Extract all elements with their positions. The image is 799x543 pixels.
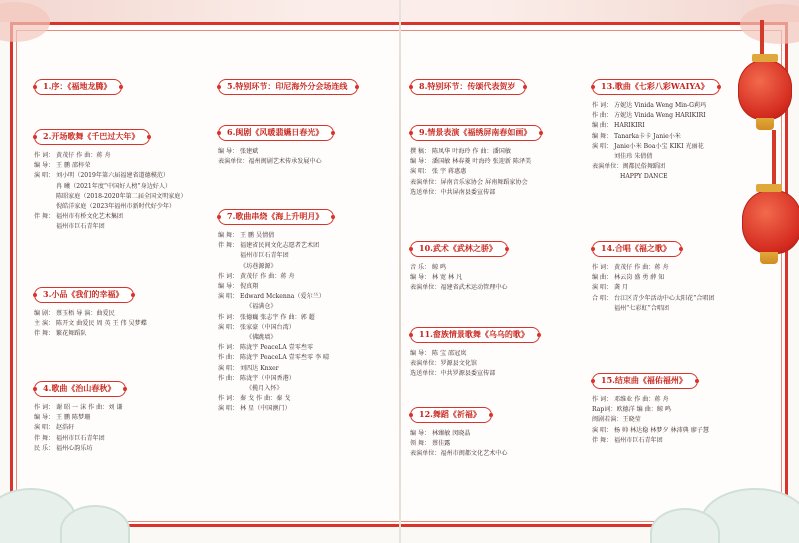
program-title: 14.合唱《福之歌》 [592, 241, 682, 257]
credit-names: 黄茂仔 作 曲：蒋 舟 [240, 272, 295, 280]
credit-line [592, 273, 715, 283]
credit-names: 邓维业 作 曲：蒋 舟 [614, 396, 669, 403]
credit-line [592, 294, 715, 304]
page-fold [399, 0, 401, 543]
credit-list [410, 349, 540, 380]
credit-role: 表演单位： [218, 158, 249, 166]
credit-names: 欧德洋 编 曲：鲸 鸣 [616, 406, 672, 414]
credit-line [592, 304, 715, 314]
program-item [218, 74, 358, 95]
credit-names: 赵浩轩 [56, 424, 75, 432]
credit-names: 《佛跳墙》 [246, 334, 277, 342]
program-item [592, 74, 720, 183]
credit-role: 编 剧： [34, 310, 55, 317]
credit-names: 陈凤华 叶海玲 作 曲：潘国敏 [432, 148, 511, 155]
credit-role: 编 导： [410, 430, 431, 437]
credit-role: 编 导： [218, 148, 239, 155]
credit-role: 编 导： [410, 350, 431, 357]
program-item [34, 124, 187, 233]
credit-line [410, 283, 508, 293]
credit-line [592, 142, 720, 152]
credit-line [410, 273, 508, 283]
program-title: 7.歌曲串烧《海上升明月》 [218, 209, 334, 225]
credit-names: 福州市巨石青年团 [240, 252, 289, 260]
credit-line [592, 283, 715, 293]
credit-line [218, 353, 334, 363]
credit-line [218, 313, 334, 323]
credit-list [410, 263, 508, 294]
credit-role: Rap词： [592, 406, 617, 414]
credit-role: 作 词： [34, 404, 55, 411]
credit-role: 作 词： [592, 102, 613, 109]
credit-names: 林 星（中国澳门） [240, 405, 291, 413]
credit-list [592, 395, 709, 446]
credit-names: 福建省武术运动管理中心 [440, 284, 508, 292]
credit-role: 编 曲： [592, 274, 613, 282]
credit-line [218, 333, 334, 343]
credit-names: 鲸 鸣 [432, 264, 447, 271]
credit-role: 演 唱： [592, 426, 613, 434]
credit-names: 方妮达 Vinida Weng Min-G莉玛 [614, 102, 707, 109]
credit-names: 谢 昭 一 沫 作 曲：刘 谦 [56, 404, 123, 411]
credit-line [410, 157, 542, 167]
credit-names: 王 鹏 邵梓荣 [56, 162, 91, 170]
credit-names: 张 宇 蒋惠惠 [432, 168, 467, 176]
credit-names: 繁花舞蹈队 [56, 330, 87, 338]
credit-names: 陈泷宇 PeaceLA 壹零叁零 [240, 344, 314, 352]
credit-role: 表演单位： [410, 178, 441, 186]
lantern-icon [742, 190, 799, 254]
credit-names: 蔡佳露 [432, 440, 451, 448]
credit-line [218, 251, 334, 261]
credit-line [592, 121, 720, 131]
credit-list [410, 429, 508, 460]
credit-line [218, 384, 334, 394]
credit-role: 编 曲： [592, 122, 613, 130]
credit-names: 潘国敏 林春菱 叶海玲 张迎新 陈泽美 [432, 158, 532, 166]
credit-line [410, 369, 540, 379]
credit-line [218, 343, 334, 353]
credit-list [410, 147, 542, 198]
credit-line [218, 292, 334, 302]
program-item [410, 402, 508, 460]
credit-line [410, 178, 542, 188]
program-item [592, 368, 709, 446]
credit-role: 作 词： [34, 152, 55, 159]
credit-names: 福建省民间文化志愿者艺术团 [240, 242, 320, 250]
credit-names: 张德巍 张志宇 作 曲：郭 超 [240, 313, 315, 321]
program-title: 11.畲族情景歌舞《乌乌的歌》 [410, 327, 540, 343]
credit-role: 作 曲： [218, 354, 239, 362]
credit-list [218, 231, 334, 415]
credit-names: Tanarka卡卡 Janie小米 [614, 132, 681, 140]
credit-role: 撰 稿： [410, 148, 431, 155]
credit-names: 福州市有桥文化艺术集团 [56, 213, 124, 221]
credit-names: 福州心韵乐坊 [56, 444, 93, 452]
credit-names: 倪皓洋家庭（2023年福州市新时代好少年） [56, 203, 176, 211]
credit-line [410, 449, 508, 459]
credit-line [34, 403, 126, 413]
credit-names: 倪真翔 [240, 283, 259, 291]
credit-names: 林臻敏 闵晓晶 [432, 430, 471, 437]
credit-role: 作 词： [592, 264, 613, 271]
credit-names: 《福满仓》 [246, 303, 277, 311]
credit-role: 演 唱： [34, 424, 55, 432]
credit-line [34, 182, 187, 192]
credit-line [592, 132, 720, 142]
credit-names: 《坊巷源源》 [240, 262, 277, 270]
credit-line [34, 309, 147, 319]
credit-names: Edward Mckenna（爱尔兰） [240, 293, 325, 301]
credit-names: 龚 月 [614, 284, 629, 292]
credit-names: 中共屏南县委宣传部 [440, 188, 496, 196]
program-item [410, 322, 540, 380]
program-item [410, 120, 542, 198]
credit-role: 演 唱： [218, 405, 239, 413]
credit-names: 陈 宝 邵冠岚 [432, 350, 467, 357]
credit-line [34, 434, 126, 444]
credit-line [410, 188, 542, 198]
credit-list [218, 147, 334, 167]
credit-line [410, 167, 542, 177]
credit-list [592, 263, 715, 314]
credit-line [218, 282, 334, 292]
credit-role: 伴 舞： [34, 434, 55, 442]
credit-list [34, 403, 126, 454]
credit-names: HAPPY DANCE [620, 173, 668, 181]
credit-names: 陈泷宇 PeaceLA 壹零叁零 李 晴 [240, 354, 330, 362]
credit-names: 黄茂仔 作 曲：蒋 舟 [614, 264, 669, 271]
credit-line [592, 405, 709, 415]
credit-line [34, 444, 126, 454]
credit-names: 林云岗 盛 勇 薛 知 [614, 274, 665, 282]
credit-list [34, 151, 187, 233]
credit-line [34, 161, 187, 171]
credit-names: 秦 戈 作 曲：秦 戈 [240, 395, 291, 403]
credit-names: 台江区青少年活动中心太阳花”合唱团 [614, 294, 715, 302]
credit-line [218, 302, 334, 312]
credit-line [218, 364, 334, 374]
program-item [218, 120, 334, 167]
credit-line [34, 329, 147, 339]
credit-line [592, 263, 715, 273]
program-title: 12.舞蹈《祈福》 [410, 407, 492, 423]
program-item [592, 236, 715, 314]
credit-line [34, 319, 147, 329]
credit-role: 作 词： [218, 313, 239, 321]
program-title: 15.结束曲《福佑福州》 [592, 373, 698, 389]
credit-role: 民 乐： [34, 444, 55, 452]
credit-line [592, 101, 720, 111]
credit-line [34, 202, 187, 212]
credit-role: 表演单位： [592, 163, 623, 171]
program-title: 2.开场歌舞《千巴过大年》 [34, 129, 150, 145]
credit-names: 刘小明（2019年第六届福建省道德模范） [56, 172, 170, 180]
credit-line [218, 241, 334, 251]
credit-names: 屏南音乐家协会 屏南舞蹈家协会 [440, 178, 528, 186]
credit-names: 福州市闽都文化艺术中心 [440, 450, 508, 458]
credit-line [410, 349, 540, 359]
credit-names: 福州“七彩虹”合唱团 [614, 304, 669, 312]
credit-names: 林 宽 林 凡 [432, 274, 463, 282]
credit-role: 主 演： [34, 320, 55, 328]
credit-role: 伴 舞： [34, 213, 55, 221]
credit-role: 作 词： [218, 395, 239, 403]
credit-role: 伴 舞： [34, 330, 55, 338]
credit-names: 陈开文 曲爱民 周 英 王 伟 吴梦蝶 [56, 320, 147, 328]
credit-line [592, 162, 720, 172]
credit-names: 闽都民俗舞蹈团 [622, 163, 666, 171]
credit-names: 黄茂仔 作 曲：蒋 舟 [56, 152, 111, 159]
credit-line [410, 147, 542, 157]
program-title: 13.歌曲《七彩八彩WAIYA》 [592, 79, 720, 95]
credit-role: 作 词： [218, 344, 239, 352]
credit-line [592, 152, 720, 162]
program-title: 10.武术《武林之骄》 [410, 241, 508, 257]
credit-line [218, 272, 334, 282]
credit-role: 表演单位： [410, 450, 441, 458]
credit-role: 编 导： [410, 158, 431, 166]
credit-role: 编 导： [410, 274, 431, 282]
credit-line [34, 212, 187, 222]
credit-names: 王 鹏 吴情倩 [240, 232, 275, 239]
credit-role: 演 唱： [592, 142, 613, 150]
credit-role: 演 唱： [218, 364, 239, 372]
credit-line [592, 415, 709, 425]
credit-role: 演 唱： [592, 284, 613, 292]
credit-names: 福州闽剧艺术传承发展中心 [248, 158, 322, 166]
credit-role: 伴 舞： [592, 436, 613, 444]
credit-role: 演 唱： [34, 172, 55, 180]
credit-line [218, 147, 334, 157]
credit-names: 福州市巨石青年团 [56, 223, 105, 231]
credit-names: 福州市巨石青年团 [614, 436, 663, 444]
credit-line [34, 222, 187, 232]
credit-names: Janie小米 Boa小宝 KIKI 光丽花 [614, 142, 704, 150]
credit-line [410, 429, 508, 439]
credit-role: 演 唱： [218, 323, 239, 331]
program-item [34, 282, 147, 340]
credit-names: 中共罗源县委宣传部 [440, 370, 496, 378]
credit-names: 蔡玉梧 导 演：曲爱民 [56, 310, 115, 317]
credit-role: 领 舞： [410, 440, 431, 448]
credit-role: 作 词： [592, 396, 613, 403]
credit-names: 王晓莹 [622, 416, 641, 424]
credit-names: 张建斌 [240, 148, 259, 155]
credit-names: 杨 帅 林达稳 林梦夕 林沛典 廖子慧 [614, 426, 709, 434]
lantern-icon [738, 60, 792, 120]
credit-names: 陈泷宇（中国香港） [240, 374, 295, 382]
credit-line [34, 423, 126, 433]
program-title: 1.序：《福地龙腾》 [34, 79, 122, 95]
credit-role: 编 导： [34, 414, 55, 422]
program-title: 9.情景表演《福绣屏南春如画》 [410, 125, 542, 141]
credit-line [410, 263, 508, 273]
credit-line [34, 413, 126, 423]
credit-names: 张家豪（中国台湾） [240, 323, 295, 331]
credit-role: 演 唱： [410, 168, 431, 176]
credit-names: 冉 曦（2021年度“中国好人榜”身边好人） [56, 182, 172, 190]
credit-role: 作 词： [218, 272, 239, 280]
credit-list [592, 101, 720, 183]
credit-line [218, 323, 334, 333]
credit-names: HARIKIRI [614, 122, 645, 130]
credit-line [218, 262, 334, 272]
credit-names: 罗源县文化馆 [440, 360, 478, 368]
credit-line [218, 231, 334, 241]
credit-line [592, 426, 709, 436]
credit-names: 刘四达 Knxer [240, 364, 279, 372]
credit-line [410, 359, 540, 369]
program-title: 8.特别环节：传颂代表贺岁 [410, 79, 526, 95]
credit-role: 音 乐： [410, 264, 431, 271]
program-title: 5.特别环节：印尼海外分会场连线 [218, 79, 358, 95]
credit-names: 陈昭家庭（2018-2020年第二届全国文明家庭） [56, 192, 187, 200]
program-title: 6.闽剧《风暖翡嬿日春光》 [218, 125, 334, 141]
credit-role: 表演单位： [410, 360, 441, 368]
credit-line [592, 172, 720, 182]
credit-line [34, 192, 187, 202]
credit-role: 伴 舞： [218, 242, 239, 250]
credit-line [218, 394, 334, 404]
credit-role: 作 曲： [218, 374, 239, 382]
credit-role: 选送单位： [410, 188, 441, 196]
program-item [410, 74, 526, 95]
credit-role: 选送单位： [410, 370, 441, 378]
credit-role: 编 导： [34, 162, 55, 170]
credit-list [34, 309, 147, 340]
credit-role: 作 曲： [592, 112, 613, 120]
credit-line [218, 404, 334, 414]
credit-line [218, 374, 334, 384]
credit-line [218, 157, 334, 167]
credit-line [592, 395, 709, 405]
credit-names: 刘佳玮 朱倩倩 [614, 153, 653, 161]
credit-role: 编 舞： [592, 132, 613, 140]
credit-line [34, 151, 187, 161]
credit-role: 合 唱： [592, 294, 613, 302]
program-title: 4.歌曲《治山春秋》 [34, 381, 126, 397]
credit-role: 表演单位： [410, 284, 441, 292]
program-item [34, 376, 126, 454]
credit-names: 王 鹏 陈梦珊 [56, 414, 91, 422]
program-title: 3.小品《我们的幸福》 [34, 287, 134, 303]
program-item [218, 204, 334, 415]
credit-role: 编 导： [218, 283, 239, 291]
credit-role: 演 唱： [218, 293, 239, 301]
credit-names: 方妮达 Vinida Weng HARIKIRI [614, 112, 706, 120]
credit-line [410, 439, 508, 449]
credit-role: 编 舞： [218, 232, 239, 239]
program-item [34, 74, 122, 95]
program-item [410, 236, 508, 294]
credit-names: 《揽月入怀》 [246, 385, 283, 393]
credit-line [34, 171, 187, 181]
credit-names: 福州市巨石青年团 [56, 434, 105, 442]
credit-line [592, 111, 720, 121]
credit-role: 闽剧若演： [592, 416, 623, 424]
credit-line [592, 436, 709, 446]
